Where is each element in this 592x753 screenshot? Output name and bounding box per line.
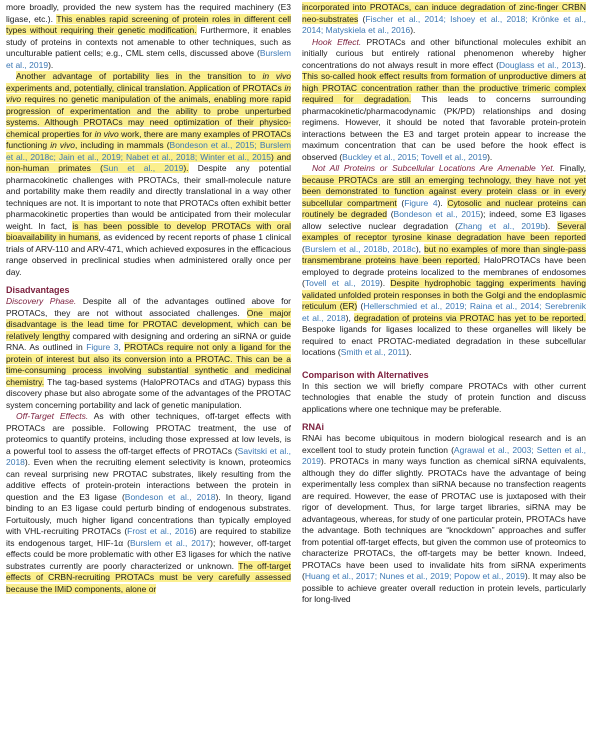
text-run: Despite any potential pharmacokinetic challenges with PROTACs, their small-molecule nature and portability make them readily and directly translational in a way other techniques are not. It is important to note that PROTACs often exhibit better pharmacokinetic properties than would be anticipated from their molecular weight. In fact,	[6, 163, 292, 231]
text-run: ); indeed, some E3 ligases allow selective nuclear degradation (	[302, 209, 586, 231]
highlighted-text: incorporated into PROTACs, can induce degradation of zinc-finger CRBN neo-substrates	[302, 2, 586, 24]
citation-link[interactable]: Hellerschmied et al., 2019; Raina et al., 2014; Serebrenik et al., 2018	[302, 301, 586, 323]
text-run: ).	[410, 25, 416, 35]
text-run: compared with designing and ordering an siRNA or guide RNA. As outlined in	[6, 330, 291, 352]
text-run: ).	[48, 59, 54, 70]
right-column	[302, 2, 586, 606]
highlighted-text: is has been possible to develop PROTACs with oral bioavailability in humans	[6, 220, 291, 242]
text-run: ). Even when the recruiting element selectivity is known, proteomics can reveal surprising new PROTAC substrates, likely resulting from the additive effects of protein-protein interactions between the protein in question and the E3 ligase (	[6, 457, 291, 502]
citation-link[interactable]: Zhang et al., 2019b	[457, 220, 545, 231]
text-run: ),	[345, 312, 355, 323]
paragraph	[302, 381, 586, 416]
text-run: PROTACs and other bifunctional molecules exhibit an initially curious but entirely rational phenomenon whereby higher concentrations do not always result in more effect (	[302, 36, 586, 70]
citation-link[interactable]: Agrawal et al., 2003; Setten et al., 2019	[302, 444, 586, 466]
text-run: ).	[406, 347, 412, 357]
text-run: ).	[379, 278, 391, 288]
citation-link[interactable]: Smith et al., 2011	[340, 347, 407, 357]
paragraph	[302, 433, 586, 606]
highlighted-text: in vivo	[6, 82, 291, 104]
paragraph	[6, 296, 291, 411]
text-run: ) are required to stabilize its endogenous target, HIF-1α (	[6, 526, 291, 548]
section-gap	[302, 359, 586, 363]
highlighted-text: Several examples of receptor tyrosine kinase degradation have been reported	[302, 220, 586, 242]
highlighted-text: ) and non-human primates (	[6, 151, 292, 173]
text-run: Finally,	[554, 163, 586, 173]
subheading-run: Discovery Phase.	[6, 296, 77, 306]
highlighted-text: Another advantage of portability lies in the transition to	[16, 71, 263, 81]
text-run: RNAi has become ubiquitous in modern biological research and is an excellent tool to study protein function (	[302, 433, 586, 455]
citation-link[interactable]: Douglass et al., 2013	[498, 59, 581, 70]
text-run: As with other techniques, off-target effects with PROTACs are possible. Following PROTAC treatment, the use of proteomics to quantify proteins, including those expressed at low levels, is a powerful tool to assess the off-target effects of PROTACs (	[6, 411, 292, 456]
highlighted-text: One major disadvantage is the lead time for PROTAC development, which can be relatively lengthy	[6, 307, 291, 341]
highlighted-text: The off-target effects of CRBN-recruiting PROTACs must be very carefully assessed because the IMiD components, alone or	[6, 560, 292, 594]
citation-link[interactable]: Sun et al., 2019	[103, 163, 184, 173]
highlighted-text: experiments and, potentially, clinical translation. Application of PROTACs	[6, 82, 285, 93]
highlighted-text: work, there are many examples of PROTACs functioning	[6, 128, 292, 150]
highlighted-text: PROTACs require not only a ligand for the protein of interest but also its conversion into a PROTAC. This can be a time-consuming process involving substantial synthetic and medicinal chemistry.	[6, 342, 291, 387]
citation-link[interactable]: Fischer et al., 2014; Ishoey et al., 2018; Krönke et al., 2014; Matyskiela et al., 2016	[302, 13, 586, 35]
text-run: (	[302, 243, 305, 254]
paragraph	[6, 411, 291, 595]
highlighted-text: Despite hydrophobic tagging experiments having validated unfolded protein responses in both the Golgi and the endoplasmic reticulum (ER)	[302, 278, 586, 311]
text-run: ). In theory, ligand binding to an E3 ligase could perturb binding of endogenous substrates. Fortuitously, much higher ligand concentrations than typically employed with VHL-recruiting PROTACs (	[6, 491, 291, 536]
citation-link[interactable]: Figure 3	[86, 342, 119, 352]
paragraph	[6, 71, 291, 278]
citation-link[interactable]: Bondeson et al., 2018	[124, 491, 216, 502]
highlighted-text: because PROTACs are still an emerging technology, they have not yet been demonstrated to function against every protein class or in every subcellular compartment	[302, 174, 586, 208]
text-run: Despite all of the advantages outlined above for PROTACs, they are not without associated challenges.	[6, 296, 291, 318]
highlighted-text: in vivo	[94, 128, 119, 139]
citation-link[interactable]: Buckley et al., 2015; Tovell et al., 2019	[342, 151, 488, 162]
section-heading: RNAi	[302, 422, 324, 432]
paragraph	[302, 163, 586, 359]
subheading-run: Off-Target Effects.	[16, 411, 89, 421]
highlighted-text: requires no genetic manipulation of the animals, enabling more rapid progression of experimentation and the ability to probe unperturbed systems. Although PROTACs may need optimization of their physico-chemical properties for	[6, 94, 291, 139]
text-run: This leads to concerns surrounding pharmacokinetic/pharmacodynamic (PK/PD) relationships and dosing regimens. However, it should be noted that favorable protein-protein interactions between the E3 and target protein appear to increase the maximum concentration that can be used before the hook effect is observed (	[302, 94, 586, 162]
paragraph	[302, 2, 586, 37]
highlighted-text: Cytosolic and nuclear proteins can routinely be degraded	[302, 197, 586, 219]
text-run: ),	[415, 243, 425, 254]
text-run: The tag-based systems (HaloPROTACs and dTAG) bypass this discovery phase but also abrogate some of the advantages of the PROTAC system concerning portability and lack of genetic manipulation.	[6, 376, 291, 410]
text-run: ,	[118, 342, 125, 352]
highlighted-text: in vivo	[262, 71, 292, 81]
citation-link[interactable]: Savitski et al., 2018	[6, 445, 291, 467]
text-run: (	[396, 197, 405, 208]
text-run: ).	[437, 197, 448, 208]
section-heading: Comparison with Alternatives	[302, 369, 429, 380]
text-run: (	[358, 13, 366, 24]
text-run: Furthermore, it enables study of proteins in contexts not amenable to other techniques, such as unculturable patient cells; e.g., CML stem cells, discussed above (	[6, 25, 292, 58]
citation-link[interactable]: Figure 4	[404, 197, 438, 208]
highlighted-text: , including in mammals (	[75, 140, 170, 150]
citation-link[interactable]: Burslem et al., 2018b, 2018c	[304, 243, 416, 254]
text-run: In this section we will briefly compare PROTACs with other current technologies that enable the study of protein function and discuss applications where one technique may be preferable.	[302, 380, 586, 414]
highlighted-text: This enables rapid screening of protein roles in different cell types without requiring their genetic modification.	[6, 13, 291, 35]
text-run: ).	[545, 220, 558, 231]
paragraph	[302, 37, 586, 164]
citation-link[interactable]: Bondeson et al., 2015	[393, 209, 481, 219]
citation-link[interactable]: Frost et al., 2016	[127, 526, 194, 536]
paragraph	[6, 2, 291, 71]
citation-link[interactable]: Burslem et al., 2017	[129, 537, 211, 548]
citation-link[interactable]: Huang et al., 2017; Nunes et al., 2019; Popow et al., 2019	[304, 571, 525, 581]
left-column	[6, 2, 291, 595]
subheading-run: Not All Proteins or Subcellular Locations Are Amenable Yet.	[312, 163, 555, 173]
text-run: more broadly, provided the new system has the required machinery (E3 ligase, etc.).	[6, 2, 291, 24]
text-run: ).	[580, 59, 586, 70]
citation-link[interactable]: Burslem et al., 2019	[6, 48, 291, 70]
citation-link[interactable]: Tovell et al., 2019	[304, 278, 380, 288]
text-run: (	[357, 301, 364, 311]
text-run: HaloPROTACs have been employed to degrade proteins localized to the membranes of endosomes (	[302, 255, 586, 288]
highlighted-text: ).	[183, 163, 189, 173]
text-run: ). It may also be possible to achieve greater overall reduction in protein levels, particularly for long-lived	[302, 571, 587, 604]
highlighted-text: This so-called hook effect results from formation of unproductive dimers at high PROTAC concentration rather than the productive trimeric complex required for degradation.	[302, 71, 586, 104]
text-run: , as evidenced by recent reports of phase 1 clinical trials of ARV-110 and ARV-471, which achieved exposures in the efficacious range observed in preclinical studies when administered orally once per day.	[6, 232, 291, 277]
text-run: ).	[487, 151, 493, 162]
highlighted-text: in vivo	[50, 140, 76, 150]
text-run: Bespoke ligands for ligases localized to these organelles will likely be required to enact PROTAC-mediated degradation in these subcellular locations (	[302, 324, 586, 357]
highlighted-text: degradation of proteins via PROTAC has yet to be reported.	[354, 312, 586, 323]
text-run: (	[386, 209, 394, 219]
text-run: ); however, off-target effects could be more problematic with other E3 ligases for which the native substrates currently are poorly characterized or unknown.	[6, 537, 291, 571]
subheading-run: Hook Effect.	[312, 36, 362, 47]
text-run: ). PROTACs in many ways function as chemical siRNA equivalents, although they do differ slightly. PROTACs have the advantage of being experimentally less complex than siRNA because no transfection reagents are required. However, the ease of PROTAC use is juxtaposed with their rigor of development. Thus, for large target libraries, siRNA may be advantageous, whereas, for study of one particular protein, PROTACs have the advantage. Both techniques are “knockdown” approaches and suffer from potential off-target effects, but given the common use of proteomics to characterize PROTACs, the off-targets may be better known. Indeed, PROTACs have been used to invalidate hits from siRNA experiments (	[302, 456, 586, 581]
highlighted-text: but no examples of more than single-pass transmembrane proteins have been reported.	[302, 243, 586, 265]
citation-link[interactable]: Bondeson et al., 2015; Burslem et al., 2018c; Jain et al., 2019; Nabet et al., 2018; Winter et al., 2015	[6, 140, 292, 162]
section-heading: Disadvantages	[6, 285, 70, 295]
